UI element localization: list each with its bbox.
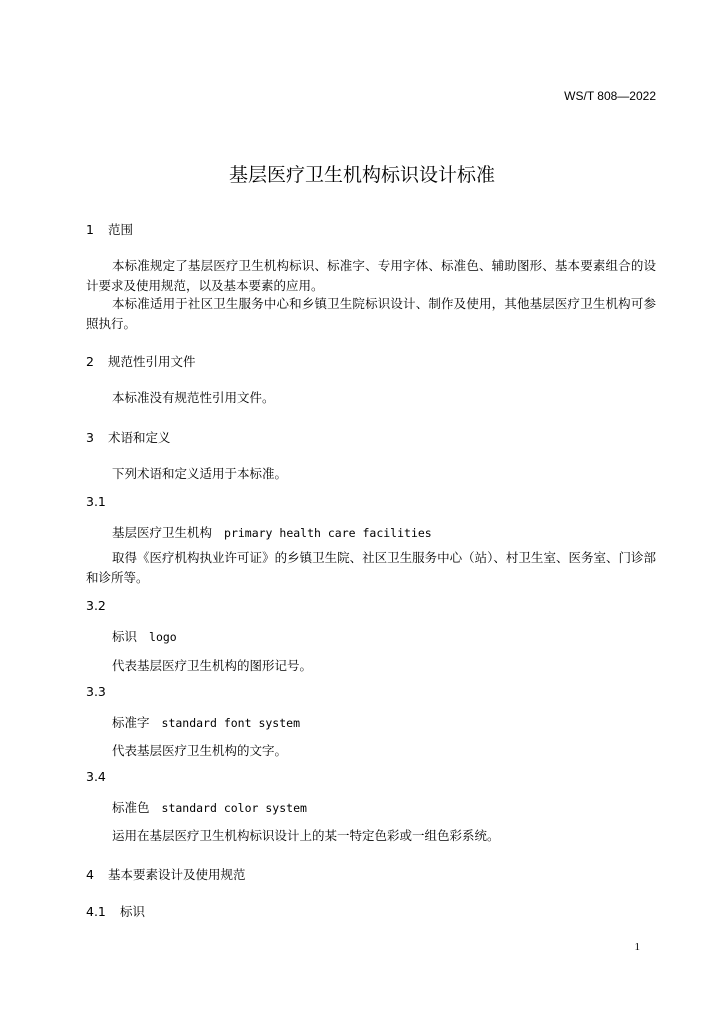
term-3-1-definition: 取得《医疗机构执业许可证》的乡镇卫生院、社区卫生服务中心（站）、村卫生室、医务室、门诊部和诊所等。 (86, 550, 656, 585)
term-3-4-definition: 运用在基层医疗卫生机构标识设计上的某一特定色彩或一组色彩系统。 (112, 828, 500, 843)
section-2-paragraph: 本标准没有规范性引用文件。 (112, 390, 275, 405)
term-3-1 (112, 523, 432, 541)
term-en: standard font system (161, 716, 300, 730)
term-3-2 (112, 627, 177, 645)
section-number: 2 (86, 354, 94, 369)
section-3-heading (86, 428, 171, 446)
term-3-3-definition: 代表基层医疗卫生机构的文字。 (112, 743, 288, 758)
section-4-heading (86, 865, 246, 883)
term-en: standard color system (161, 801, 307, 815)
section-number: 3 (86, 430, 94, 445)
section-1-paragraph-1: 本标准规定了基层医疗卫生机构标识、标准字、专用字体、标准色、辅助图形、基本要素组合的设计要求及使用规范，以及基本要素的应用。 (86, 258, 656, 293)
section-title: 术语和定义 (107, 430, 171, 445)
term-zh: 标识 (112, 629, 138, 644)
term-3-4-number: 3.4 (86, 769, 106, 784)
term-3-3-number: 3.3 (86, 684, 106, 699)
section-3-paragraph: 下列术语和定义适用于本标准。 (112, 466, 288, 481)
section-number: 4.1 (86, 904, 106, 919)
term-zh: 标准色 (112, 800, 150, 815)
standard-number: WS/T 808—2022 (564, 89, 656, 103)
section-1-heading (86, 220, 133, 238)
section-title: 规范性引用文件 (107, 354, 196, 369)
document-title: 基层医疗卫生机构标识设计标准 (228, 164, 495, 186)
term-zh: 基层医疗卫生机构 (112, 525, 213, 540)
term-3-3 (112, 713, 300, 731)
term-3-1-number: 3.1 (86, 494, 106, 509)
section-number: 1 (86, 222, 94, 237)
term-en: logo (149, 630, 177, 644)
section-title: 范围 (107, 222, 133, 237)
term-zh: 标准字 (112, 715, 150, 730)
section-4-1-heading (86, 902, 145, 920)
section-number: 4 (86, 867, 94, 882)
page-number: 1 (634, 941, 640, 953)
term-3-2-definition: 代表基层医疗卫生机构的图形记号。 (112, 658, 313, 673)
term-3-4 (112, 798, 307, 816)
term-3-2-number: 3.2 (86, 598, 106, 613)
section-title: 基本要素设计及使用规范 (107, 867, 246, 882)
section-2-heading (86, 352, 196, 370)
section-title: 标识 (119, 904, 145, 919)
term-en: primary health care facilities (224, 526, 432, 540)
section-1-paragraph-2: 本标准适用于社区卫生服务中心和乡镇卫生院标识设计、制作及使用，其他基层医疗卫生机构可参照执行。 (86, 296, 656, 331)
